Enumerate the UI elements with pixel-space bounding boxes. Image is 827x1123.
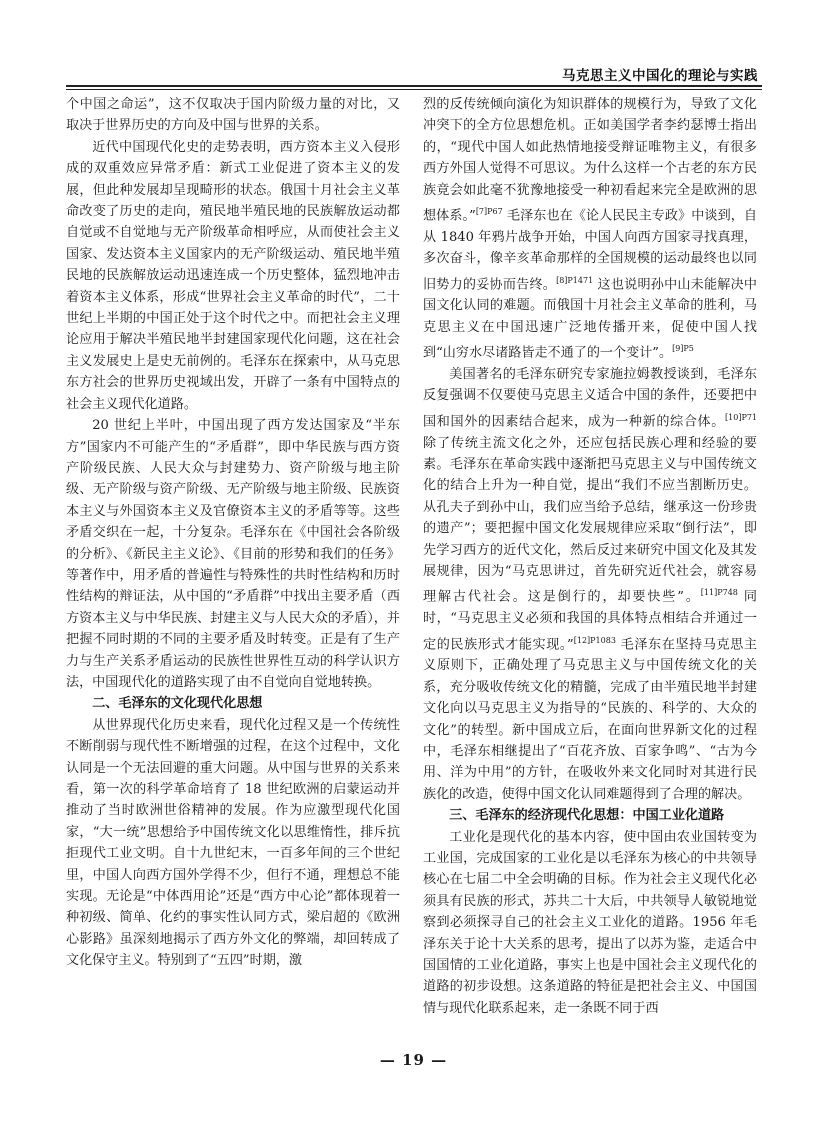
citation: [10]P71: [725, 412, 757, 422]
page-number: — 19 —: [379, 1051, 448, 1069]
paragraph: 从世界现代化历史来看，现代化过程又是一个传统性不断削弱与现代性不断增强的过程，在这个过程中，文化认同是一个无法回避的重大问题。从中国与世界的关系来看，第一次的科学革命培育了 18 世纪欧洲的启蒙运动并推动了当时欧洲世俗精神的发展。作为应激型现代化国家，“大一统”思想给予中国传统文化以思维惰性，排斥抗拒现代工业文明。自十九世纪末，一百多年间的三个世纪里，中国人向西方国外学得不少，但行不通，理想总不能实现。无论是“中体西用论”还是“西方中心论”都体现着一种初级、简单、化约的事实性认同方式，梁启超的《欧洲心影路》虽深刻地揭示了西方外文化的弊端，却回转成了文化保守主义。特别到了“五四”时期，激: [66, 717, 400, 969]
paragraph: 近代中国现代化史的走势表明，西方资本主义入侵形成的双重效应异常矛盾：新式工业促进了资本主义的发展，但此种发展却呈现畸形的状态。俄国十月社会主义革命改变了历史的走向，殖民地半殖民地的民族解放运动都自觉或不自觉地与无产阶级革命相呼应，从而使社会主义国家、发达资本主义国家内的无产阶级运动、殖民地半殖民地的民族解放运动迅速连成一个历史整体，猛烈地冲击着资本主义体系，形成“世界社会主义革命的时代”，二十世纪上半期的中国正处于这个时代之中。而把社会主义理论应用于解决半殖民地半封建国家现代化问题，这在社会主义发展史上是史无前例的。毛泽东在探索中，从马克思东方社会的世界历史视域出发，开辟了一条有中国特点的社会主义现代化道路。: [66, 139, 400, 412]
section-heading: 三、毛泽东的经济现代化思想：中国工业化道路: [449, 808, 725, 824]
citation: [9]P5: [672, 344, 694, 354]
paragraph: 个中国之命运”，这不仅取决于国内阶级力量的对比，又取决于世界历史的方向及中国与世界的关系。: [66, 97, 400, 134]
paragraph: [423, 364, 757, 805]
text-run: 同时，“马克思主义必须和我国的具体特点相结合并通过一定的民族形式才能实现。”: [423, 589, 757, 652]
text-run: 烈的反传统倾向演化为知识群体的规模行为，导致了文化冲突下的全方位思想危机。正如美国学者李约瑟博士指出的，“现代中国人如此热情地接受辩证唯物主义，有很多西方外国人觉得不可思议。为什么这样一个古老的东方民族竟会如此毫不犹豫地接受一种初看起来完全是欧洲的思想体系。”: [423, 97, 757, 224]
text-run: 除了传统主流文化之外，还应包括民族心理和经验的要素。毛泽东在革命实践中逐渐把马克思主义与中国传统文化的结合上升为一种自觉，提出“我们不应当割断历史。从孔夫子到孙中山，我们应当给予总结，继承这一份珍贵的遗产”；要把握中国文化发展规律应采取“倒行法”，即先学习西方的近代文化，然后反过来研究中国文化及其发展规律，因为“马克思讲过，首先研究近代社会，就容易理解古代社会。这是倒行的，却要快些”。: [423, 435, 757, 605]
paragraph: [423, 94, 757, 364]
header-rule: [66, 85, 762, 87]
citation: [12]P1083: [573, 635, 616, 645]
citation: [7]P67: [475, 207, 503, 217]
text-run: 这也说明孙中山未能解决中国文化认同的难题。而俄国十月社会主义革命的胜利，马克思主义在中国迅速广泛地传播开来，促使中国人找到“山穷水尽诸路皆走不通了的一个变计”。: [423, 276, 757, 361]
page-footer: [0, 1050, 827, 1069]
paragraph: 工业化是现代化的基本内容，使中国由农业国转变为工业国，完成国家的工业化是以毛泽东为核心的中共领导核心在七届二中全会明确的目标。作为社会主义现代化必须具有民族的形式，苏共二十大后，中共领导人敏锐地觉察到必须探寻自己的社会主义工业化的道路。1956 年毛泽东关于论十大关系的思考，提出了以苏为鉴，走适合中国国情的工业化道路，事实上也是中国社会主义现代化的道路的初步设想。这条道路的特征是把社会主义、中国国情与现代化联系起来，走一条既不同于西: [423, 829, 757, 1016]
citation: [11]P748: [700, 588, 738, 598]
text-run: 毛泽东在坚持马克思主义原则下，正确处理了马克思主义与中国传统文化的关系，充分吸收传统文化的精髓，完成了由半殖民地半封建文化向以马克思主义为指导的“民族的、科学的、大众的文化”的转型。新中国成立后，在面向世界新文化的过程中，毛泽东相继提出了“百花齐放、百家争鸣”、“古为今用、洋为中用”的方针，在吸收外来文化同时对其进行民族化的改造，使得中国文化认同难题得到了合理的解决。: [423, 636, 757, 802]
header-title: 马克思主义中国化的理论与实践: [562, 68, 758, 84]
text-run: 毛泽东也在《论人民民主专政》中谈到，自从 1840 年鸦片战争开始，中国人向西方国家寻找真理，多次奋斗，像辛亥革命那样的全国规模的运动最终也以同旧势力的妥协而告终。: [423, 208, 757, 292]
section-heading: 二、毛泽东的文化现代化思想: [92, 696, 263, 712]
citation: [8]P1471: [556, 275, 594, 285]
header-rule-thin: [66, 89, 762, 90]
text-run: 美国著名的毛泽东研究专家施拉姆教授谈到，毛泽东反复强调不仅要使马克思主义适合中国的条件，还要把中国和国外的因素结合起来，成为一种新的综合体。: [423, 366, 757, 430]
left-column: [66, 94, 400, 972]
paragraph: 20 世纪上半叶，中国出现了西方发达国家及“半东方”国家内不可能产生的“矛盾群”，即中华民族与西方资产阶级民族、人民大众与封建势力、资产阶级与地主阶级、无产阶级与资产阶级、无产阶级与地主阶级、民族资本主义与外国资本主义及官僚资本主义的矛盾等等。这些矛盾交织在一起，十分复杂。毛泽东在《中国社会各阶级的分析》、《新民主主义论》、《目前的形势和我们的任务》等著作中，用矛盾的普遍性与特殊性的共时性结构和历时性结构的辩证法，从中国的“矛盾群”中找出主要矛盾（西方资本主义与中华民族、封建主义与人民大众的矛盾），并把握不同时期的不同的主要矛盾及时转变。正是有了生产力与生产关系矛盾运动的民族性世界性互动的科学认识方法，中国现代化的道路实现了由不自觉向自觉地转换。: [66, 418, 400, 690]
right-column: [423, 94, 757, 1019]
running-header: [66, 58, 762, 88]
